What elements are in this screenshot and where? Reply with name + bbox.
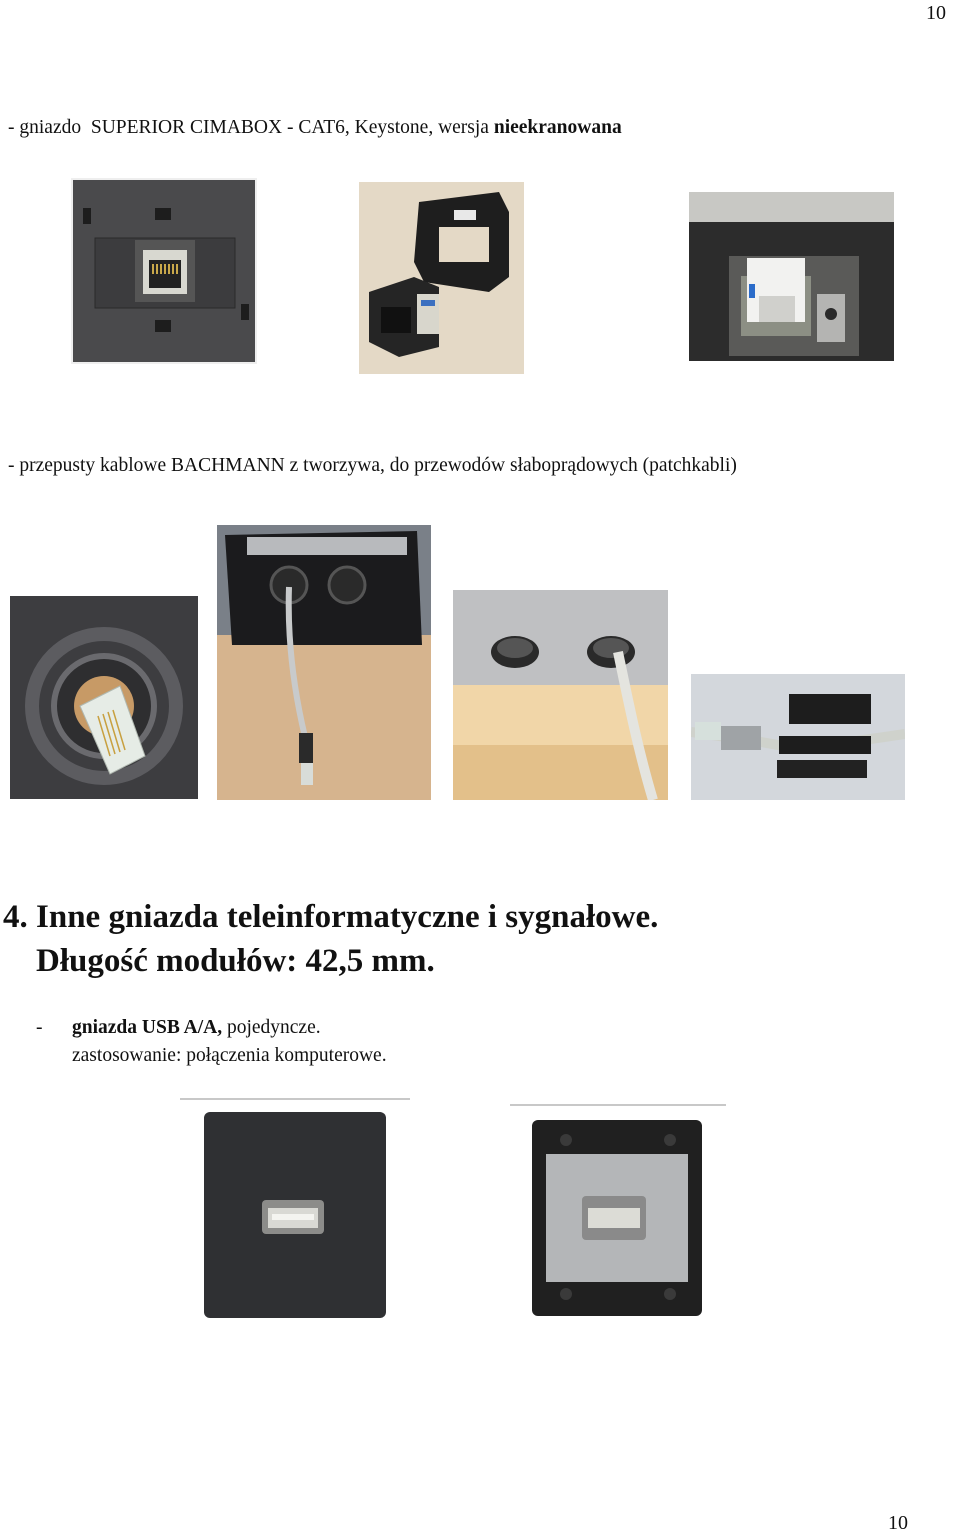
keystone-faceplate-photo [71,178,257,364]
usb-item-dash: - [36,1017,43,1038]
keystone-caption-bold: nieekranowana [493,117,622,138]
grommet-with-plug-photo [10,596,198,799]
keystone-module-photo [359,182,524,374]
usb-item-line2: zastosowanie: połączenia komputerowe. [72,1045,387,1066]
grommet-parts-photo [691,674,905,800]
desk-grommet-box-photo [217,525,431,800]
keystone-caption-text: - gniazdo SUPERIOR CIMABOX - CAT6, Keystone, wersja [8,117,494,138]
bachmann-grommet-caption: - przepusty kablowe BACHMANN z tworzywa, do przewodów słaboprądowych (patchkabli) [8,455,737,476]
keystone-socket-caption [8,117,622,139]
usb-item-bold: gniazda USB A/A, [72,1017,223,1038]
usb-item-rest: pojedyncze. [222,1017,321,1038]
section-heading-line2: Długość modułów: 42,5 mm. [36,943,435,979]
page-number-top: 10 [926,2,946,24]
usb-socket-frame-photo [510,1102,726,1316]
keystone-installed-photo [689,186,894,361]
section-heading-line1: 4. Inne gniazda teleinformatyczne i sygnałowe. [3,899,659,935]
usb-item-line1 [72,1017,321,1039]
desk-grommets-photo [453,590,668,800]
page-number-bottom: 10 [888,1512,908,1534]
usb-socket-dark-photo [180,1096,410,1318]
